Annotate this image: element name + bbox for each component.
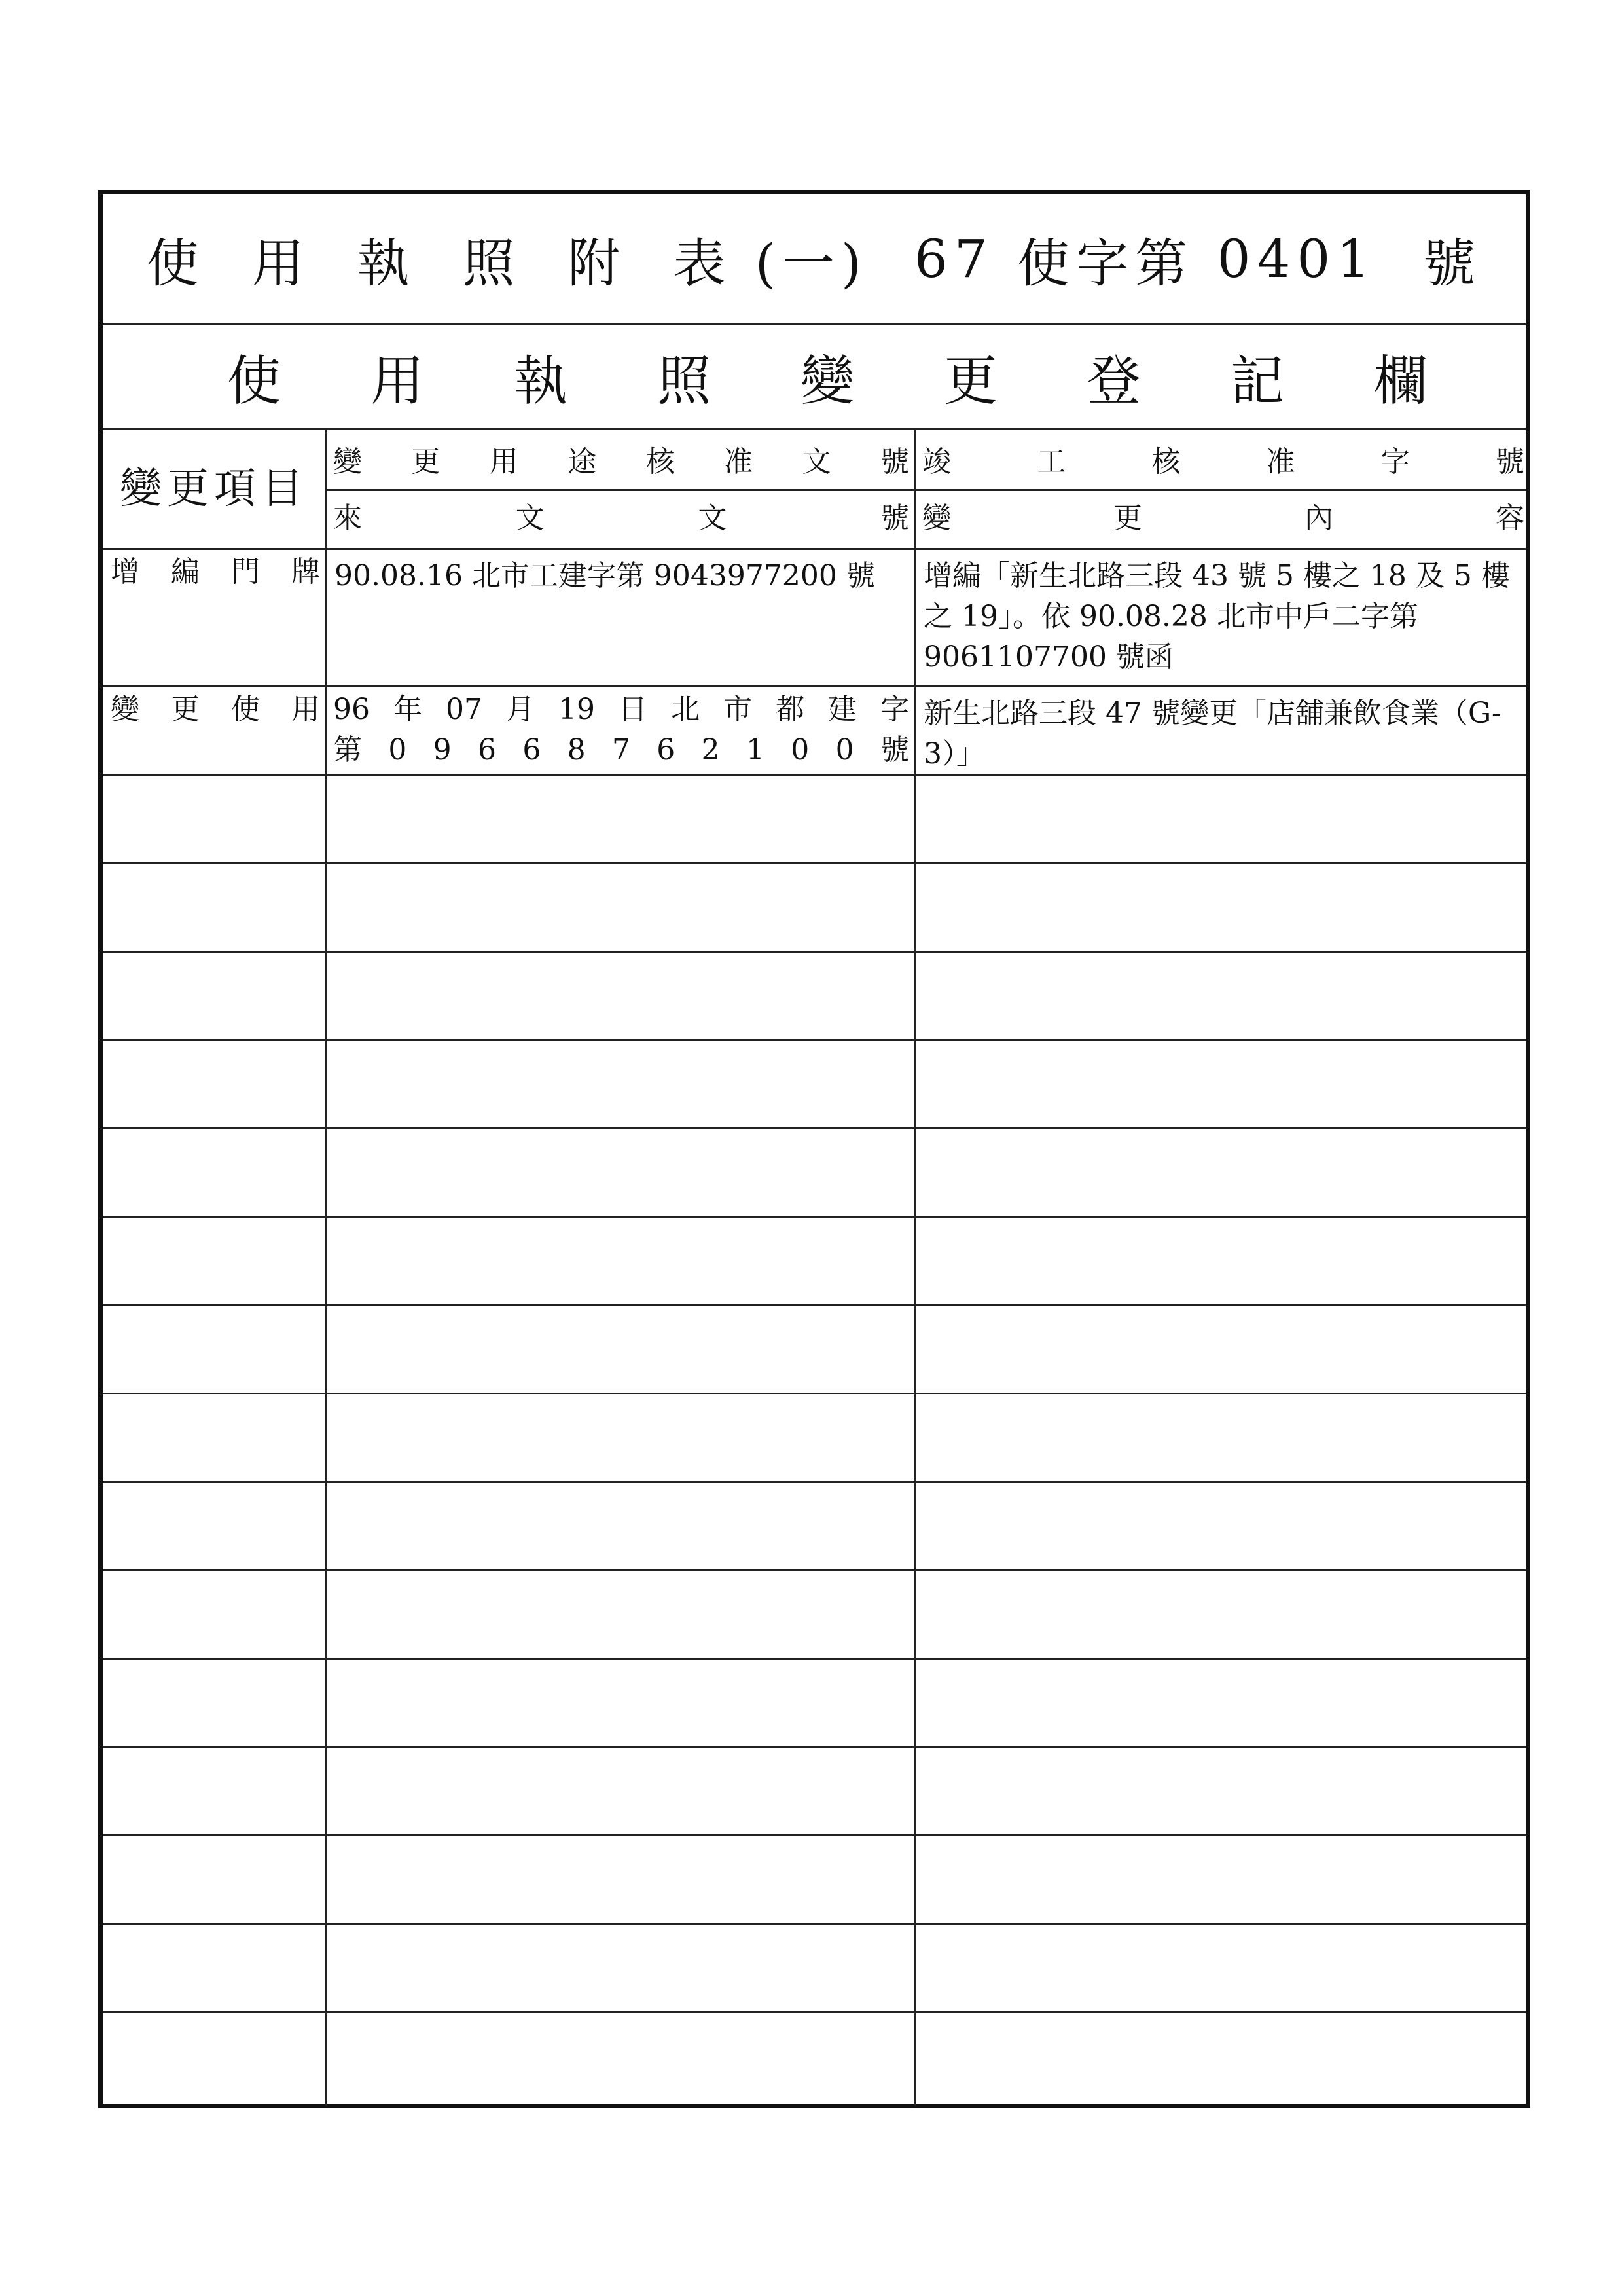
- change-register-table: [103, 430, 1526, 2106]
- row-divider: [103, 1569, 1526, 1571]
- title-char: 執: [357, 233, 416, 294]
- row-divider: [103, 1393, 1526, 1394]
- row1-change-item: 增 編 門 牌: [111, 555, 320, 589]
- subtitle-char: 照: [656, 350, 711, 412]
- row-divider: [103, 1923, 1526, 1925]
- header-mid-divider: [325, 489, 1526, 491]
- row-divider: [103, 1304, 1526, 1306]
- row2-change-content: 新生北路三段 47 號變更「店舖兼飲食業（G-3）」: [924, 697, 1501, 771]
- subtitle-char: 記: [1230, 350, 1284, 412]
- row-divider: [103, 1216, 1526, 1218]
- header-approval-doc-number: 變 更 用 途 核 准 文 號: [333, 445, 909, 479]
- form-title: [103, 194, 1526, 325]
- subtitle-char: 登: [1087, 350, 1141, 412]
- subtitle-char: 變: [800, 350, 854, 412]
- title-license-prefix: 使字第: [1017, 233, 1195, 294]
- row-divider: [103, 862, 1526, 864]
- subtitle-char: 更: [943, 350, 998, 412]
- title-char: 使: [146, 233, 206, 294]
- row-divider: [103, 1834, 1526, 1836]
- row-divider: [103, 685, 1526, 687]
- title-annex-number: (一): [755, 233, 869, 294]
- subtitle-char: 用: [370, 350, 424, 412]
- row-divider: [103, 1039, 1526, 1041]
- row-divider: [103, 1481, 1526, 1483]
- row2-change-item: 變 更 使 用: [111, 693, 320, 726]
- row-divider: [103, 951, 1526, 953]
- title-license-number: 0401: [1217, 228, 1377, 289]
- header-change-content: 變 更 內 容: [922, 501, 1524, 535]
- title-char: 照: [462, 233, 522, 294]
- row-divider: [103, 1127, 1526, 1129]
- row2-doc-number-line1: 96 年 07 月 19 日 北 市 都 建 字: [333, 693, 909, 726]
- title-char: 附: [567, 233, 627, 294]
- subtitle-char: 使: [227, 350, 281, 412]
- form-subtitle: [103, 325, 1526, 430]
- row-divider: [103, 1746, 1526, 1748]
- title-year: 67: [914, 228, 994, 289]
- row1-change-content: 增編「新生北路三段 43 號 5 樓之 18 及 5 樓之 19」。依 90.08.28 北市中戶二字第 9061107700 號函: [924, 559, 1510, 674]
- header-completion-approval-number: 竣 工 核 准 字 號: [922, 445, 1524, 479]
- row2-doc-number-line2: 第 0 9 6 6 8 7 6 2 1 0 0 號: [333, 733, 909, 767]
- license-form-frame: [98, 190, 1530, 2108]
- row-divider: [103, 2011, 1526, 2013]
- title-char: 號: [1423, 233, 1483, 294]
- column-divider: [325, 430, 327, 2106]
- row-divider: [103, 548, 1526, 550]
- title-char: 用: [251, 233, 311, 294]
- row-divider: [103, 774, 1526, 776]
- header-change-item: 變更項目: [120, 465, 308, 513]
- column-divider: [914, 430, 916, 2106]
- subtitle-char: 執: [513, 350, 567, 412]
- subtitle-char: 欄: [1373, 350, 1428, 412]
- header-incoming-doc-number: 來 文 文 號: [333, 501, 909, 535]
- row1-doc-number: 90.08.16 北市工建字第 9043977200 號: [334, 559, 875, 592]
- title-char: 表: [673, 233, 732, 294]
- row-divider: [103, 1658, 1526, 1660]
